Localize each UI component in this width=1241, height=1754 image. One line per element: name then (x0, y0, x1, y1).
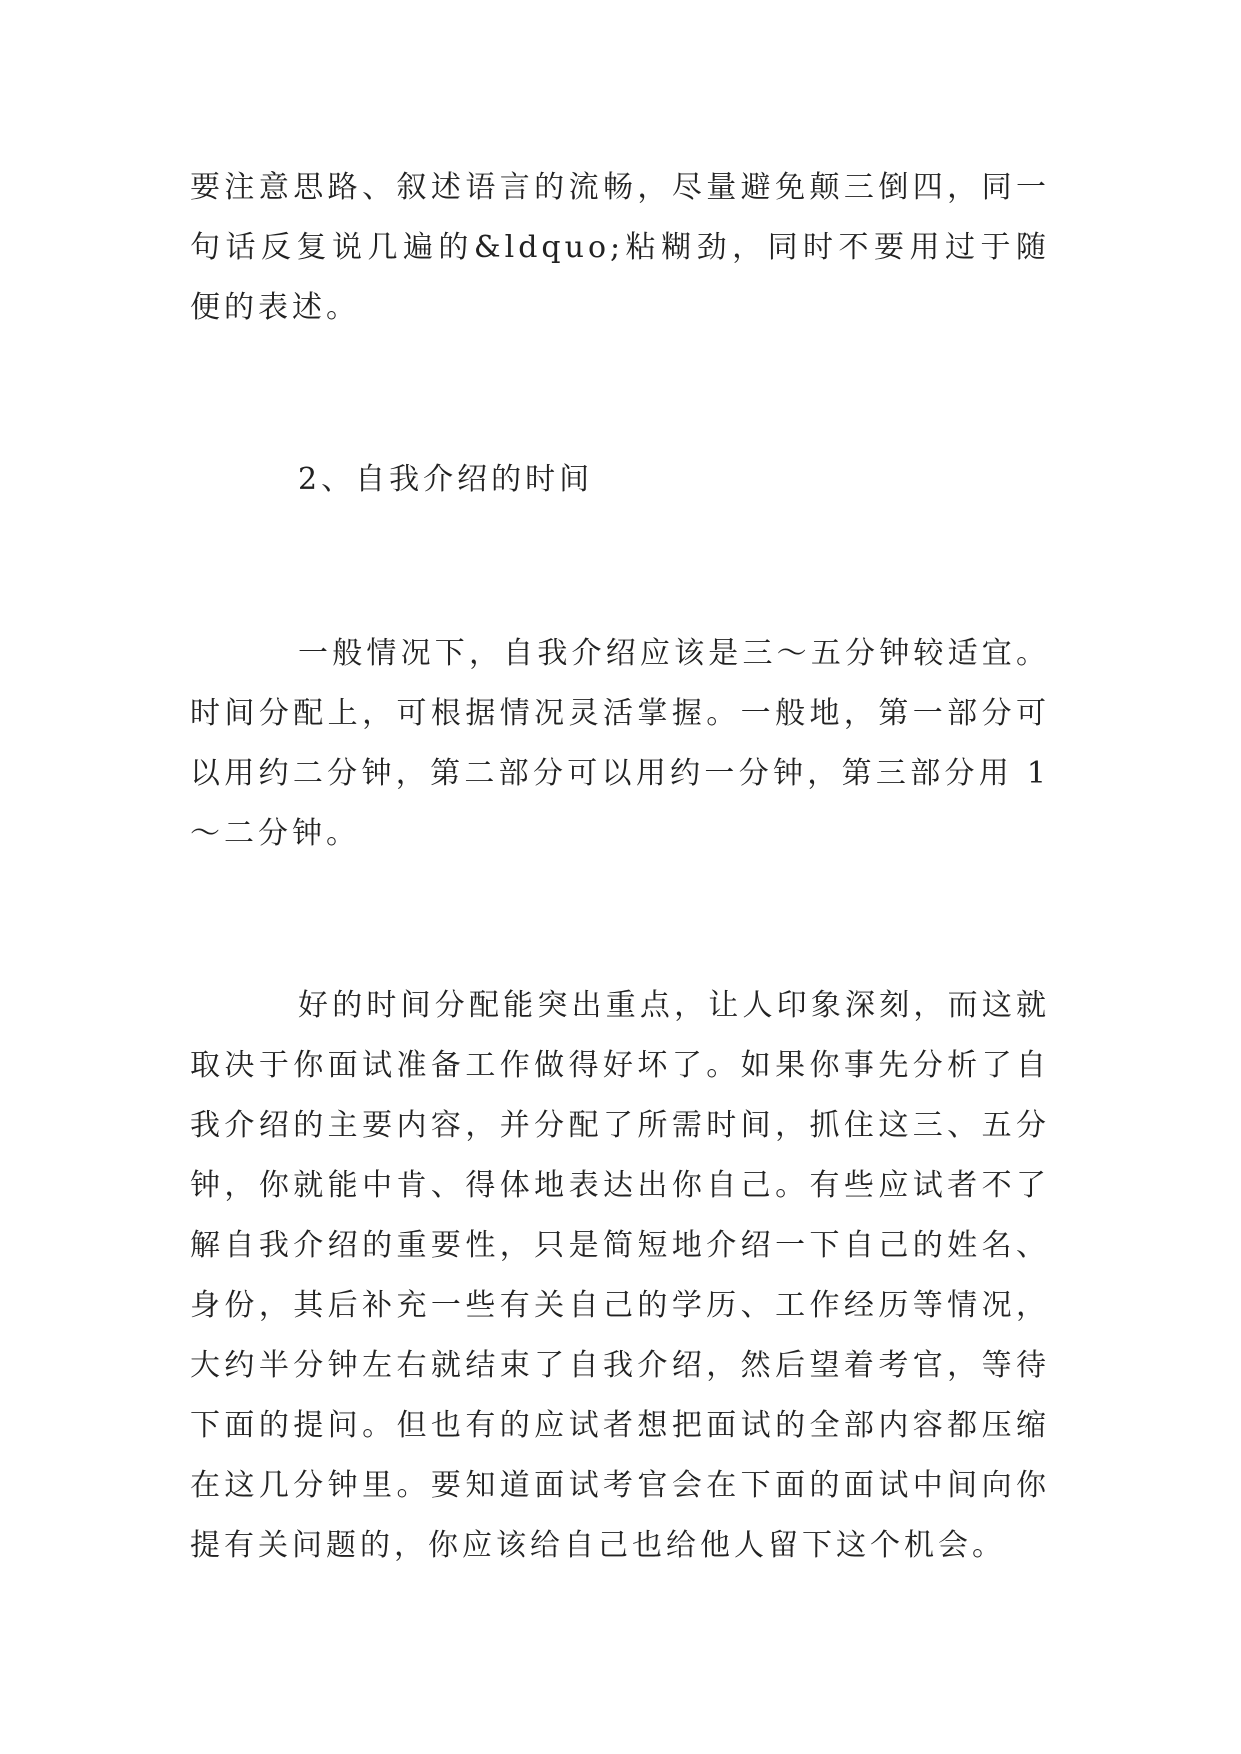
paragraph-time-management: 好的时间分配能突出重点，让人印象深刻，而这就取决于你面试准备工作做得好坏了。如果你事先分析了自我介绍的主要内容，并分配了所需时间，抓住这三、五分钟，你就能中肯、得体地表达出你自己。有些应试者不了解自我介绍的重要性，只是简短地介绍一下自己的姓名、身份，其后补充一些有关自己的学历、工作经历等情况，大约半分钟左右就结束了自我介绍，然后望着考官，等待下面的提问。但也有的应试者想把面试的全部内容都压缩在这几分钟里。要知道面试考官会在下面的面试中间向你提有关问题的，你应该给自己也给他人留下这个机会。 (190, 988, 1050, 1563)
section-heading: 2、自我介绍的时间 (298, 462, 594, 497)
paragraph-continuation: 要注意思路、叙述语言的流畅，尽量避免颠三倒四，同一句话反复说几遍的&ldquo;粘糊劲，同时不要用过于随便的表述。 (190, 170, 1050, 325)
paragraph-time-allocation: 一般情况下，自我介绍应该是三～五分钟较适宜。时间分配上，可根据情况灵活掌握。一般地，第一部分可以用约二分钟，第二部分可以用约一分钟，第三部分用 1～二分钟。 (190, 636, 1050, 851)
